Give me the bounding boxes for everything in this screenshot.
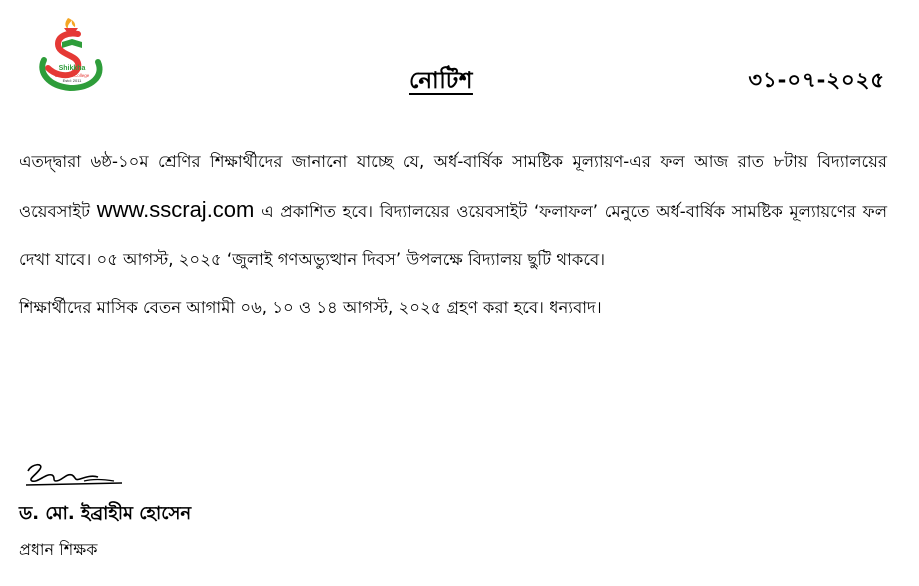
website-link[interactable]: www.sscraj.com xyxy=(96,197,255,222)
signer-name: ড. মো. ইব্রাহীম হোসেন xyxy=(19,503,192,524)
para1-text-start: এতদ্দ্বারা ৬ষ্ঠ-১০ম শ্রেণির শিক্ষার্থীদের জানানো যাচ্ছে যে, অর্ধ-বার্ষিক সামষ্টিক মূল্যায়ণ-এর ফল আজ রাত ৮টায় বিদ্যালয়ের ওয়েবসাইট xyxy=(19,152,887,221)
logo-text-line-1: Shikkha xyxy=(58,65,86,72)
school-logo-icon xyxy=(34,14,110,94)
logo-text-line-3: Estd: 2011 xyxy=(62,78,82,83)
signature-icon xyxy=(22,459,126,493)
notice-body xyxy=(19,138,887,332)
notice-date: ৩১-০৭-২০২৫ xyxy=(748,68,885,92)
school-logo xyxy=(34,14,110,94)
notice-title: নোটিশ xyxy=(409,68,473,94)
notice-paragraph-1 xyxy=(19,138,887,284)
logo-text-line-2: School & College xyxy=(54,73,90,78)
para1-text-end: এ প্রকাশিত হবে। বিদ্যালয়ের ওয়েবসাইট ‘ফলাফল’ মেনুতে অর্ধ-বার্ষিক সামষ্টিক মূল্যায়ণের ফল দেখা যাবে। ০৫ আগস্ট, ২০২৫ ‘জুলাই গণঅভ্যুত্থান দিবস’ উপলক্ষে বিদ্যালয় ছুটি থাকবে। xyxy=(19,202,888,269)
notice-paragraph-2: শিক্ষার্থীদের মাসিক বেতন আগামী ০৬, ১০ ও ১৪ আগস্ট, ২০২৫ গ্রহণ করা হবে। ধন্যবাদ। xyxy=(19,298,602,317)
signature-image xyxy=(22,459,126,493)
signer-designation: প্রধান শিক্ষক xyxy=(19,540,98,559)
